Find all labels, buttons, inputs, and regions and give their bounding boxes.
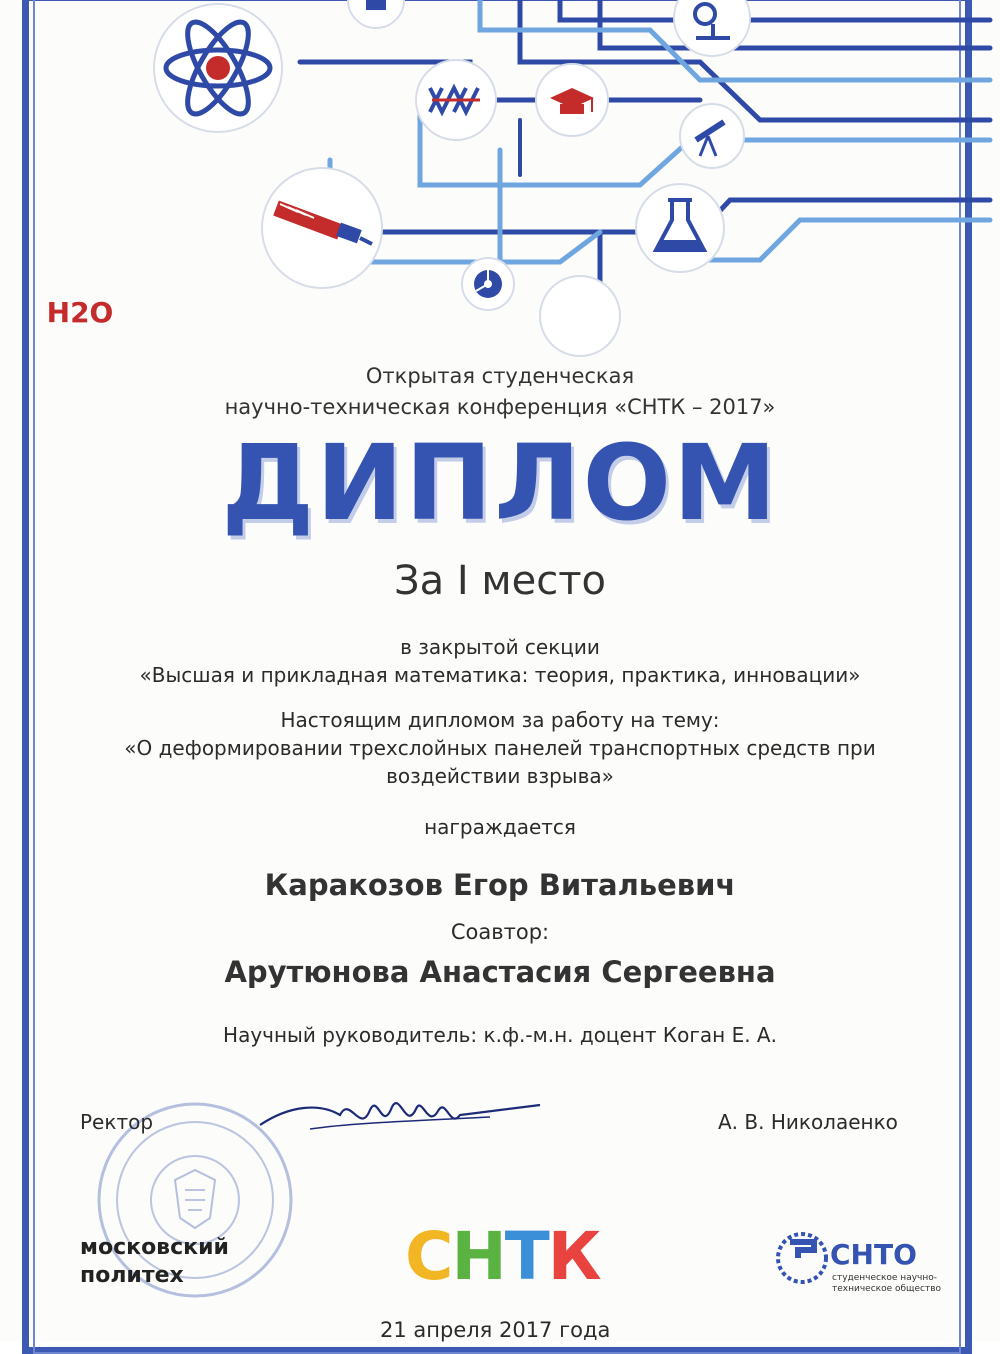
polytech-line-2: политех bbox=[80, 1263, 184, 1288]
diploma-title: ДИПЛОМ bbox=[221, 422, 779, 544]
snto-subtitle: студенческое научно-техническое общество bbox=[832, 1273, 942, 1294]
coauthor-name: Арутюнова Анастасия Сергеевна bbox=[224, 955, 776, 989]
atom-icon bbox=[154, 4, 282, 132]
polytech-line-1: московский bbox=[80, 1235, 229, 1260]
sntk-letter-2: Н bbox=[451, 1218, 505, 1295]
awarded-text: награждается bbox=[424, 815, 576, 839]
rector-label: Ректор bbox=[80, 1110, 154, 1134]
snto-wordmark: СНТО bbox=[830, 1238, 917, 1271]
sntk-letter-4: К bbox=[547, 1218, 600, 1295]
flask-icon bbox=[636, 184, 724, 272]
dna-icon bbox=[416, 60, 496, 140]
conference-line-1: Открытая студенческая bbox=[365, 364, 635, 388]
h2o-label: H2O bbox=[46, 296, 114, 329]
sntk-logo bbox=[405, 1218, 600, 1295]
rector-name: А. В. Николаенко bbox=[718, 1110, 898, 1134]
issue-date: 21 апреля 2017 года bbox=[380, 1318, 611, 1342]
section-line-1: в закрытой секции bbox=[400, 635, 600, 659]
place-text: За I место bbox=[394, 558, 606, 604]
supervisor-text: Научный руководитель: к.ф.-м.н. доцент Коган Е. А. bbox=[223, 1023, 777, 1047]
rector-signature bbox=[250, 1085, 550, 1155]
section-line-2: «Высшая и прикладная математика: теория, практика, инновации» bbox=[139, 663, 861, 687]
work-line-2: «О деформировании трехслойных панелей транспортных средств при bbox=[124, 736, 876, 760]
snto-emblem-icon bbox=[772, 1228, 832, 1288]
work-line-1: Настоящим дипломом за работу на тему: bbox=[280, 708, 720, 732]
spark-plug-icon bbox=[262, 168, 382, 288]
recipient-name: Каракозов Егор Витальевич bbox=[264, 868, 736, 902]
polytech-logo bbox=[80, 1234, 229, 1290]
graduation-cap-icon bbox=[536, 64, 608, 136]
sntk-letter-3: Т bbox=[504, 1218, 548, 1295]
coauthor-label: Соавтор: bbox=[450, 920, 550, 944]
top-partial-icon bbox=[348, 0, 404, 28]
telescope-icon bbox=[680, 104, 744, 168]
work-line-3: воздействии взрыва» bbox=[386, 764, 614, 788]
conference-line-2: научно-техническая конференция «СНТК – 2017» bbox=[224, 395, 776, 419]
sntk-letter-1: С bbox=[405, 1218, 452, 1295]
